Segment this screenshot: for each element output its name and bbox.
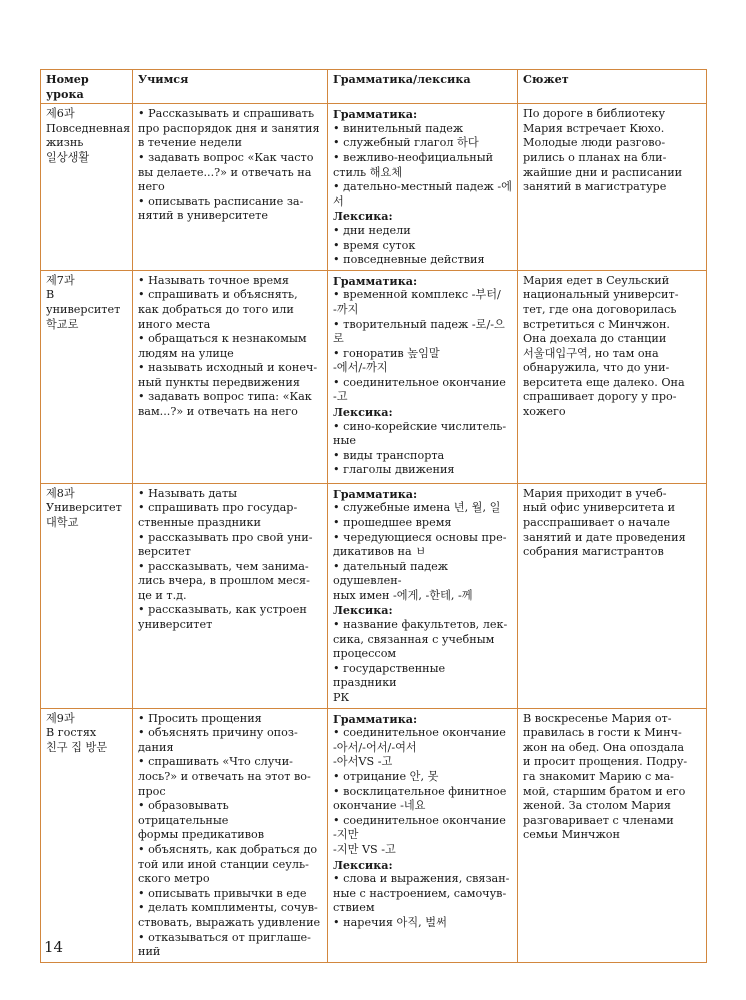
grammar-line: • вежливо-неофициальный: [333, 151, 512, 166]
grammar-line: ствием: [333, 901, 375, 915]
plot-line: Она доехала до станции: [523, 332, 667, 346]
grammar-line: • повседневные действия: [333, 253, 512, 268]
plot-cell: [518, 483, 707, 708]
learn-line: ний: [138, 945, 161, 959]
learn-line: ского метро: [138, 872, 210, 886]
lesson-number: 제7과: [46, 273, 75, 287]
learn-line: • задавать вопрос «Как часто: [138, 151, 322, 166]
syllabus-table: [40, 69, 707, 963]
table-row: [41, 708, 707, 962]
section-heading: Грамматика:: [333, 107, 418, 122]
plot-line: рились о планах на бли-: [523, 150, 667, 164]
grammar-line: сика, связанная с учебным: [333, 632, 495, 646]
plot-line: хожего: [523, 405, 566, 419]
grammar-line: • соединительное окончание: [333, 726, 512, 741]
grammar-line: дикативов на ㅂ: [333, 545, 427, 559]
section-heading: Лексика:: [333, 405, 393, 420]
plot-line: семьи Минчжон: [523, 828, 620, 842]
plot-line: правилась в гости к Минч-: [523, 726, 682, 740]
table-row: [41, 483, 707, 708]
learn-cell: [133, 483, 328, 708]
table-header-row: [41, 70, 707, 104]
plot-line: спрашивает дорогу у про-: [523, 390, 677, 404]
lesson-title-ru: В университет: [46, 288, 121, 316]
learn-line: в течение недели: [138, 136, 242, 150]
lesson-number: 제6과: [46, 107, 75, 121]
lesson-cell: [41, 104, 133, 271]
plot-line: расспрашивает о начале: [523, 515, 671, 529]
lesson-cell: [41, 483, 133, 708]
grammar-line: • винительный падеж: [333, 122, 512, 137]
learn-line: вам...?» и отвечать на него: [138, 405, 298, 419]
section-heading: Лексика:: [333, 603, 393, 618]
learn-line: лись вчера, в прошлом меся-: [138, 574, 310, 588]
table-row: [41, 270, 707, 483]
section-heading: Грамматика:: [333, 273, 418, 288]
learn-line: ственные праздники: [138, 515, 262, 529]
plot-line: жайшие дни и расписании: [523, 165, 683, 179]
grammar-line: • восклицательное финитное: [333, 785, 512, 800]
learn-cell: [133, 104, 328, 271]
table-row: [41, 104, 707, 271]
learn-line: как добраться до того или: [138, 302, 294, 316]
plot-line: обнаружила, что до уни-: [523, 361, 670, 375]
grammar-cell: [328, 708, 518, 962]
section-heading: Грамматика:: [333, 711, 418, 726]
grammar-line: • дательный падеж одушевлен-: [333, 560, 512, 589]
plot-line: мой, старшим братом и его: [523, 784, 686, 798]
lesson-title-ru: Повседневная: [46, 121, 131, 135]
grammar-line: • сино-корейские числитель-: [333, 420, 512, 435]
learn-line: формы предикативов: [138, 828, 265, 842]
plot-line: жон на обед. Она опоздала: [523, 740, 685, 754]
learn-line: • обращаться к незнакомым: [138, 332, 322, 347]
lesson-cell: [41, 708, 133, 962]
learn-line: • Называть даты: [138, 487, 322, 502]
lesson-title-ru: В гостях: [46, 726, 97, 740]
learn-line: • рассказывать, как устроен: [138, 603, 322, 618]
learn-line: • спрашивать про государ-: [138, 501, 322, 516]
grammar-line: • время суток: [333, 239, 512, 254]
grammar-line: 로: [333, 332, 344, 346]
lesson-title-ko: 학교로: [46, 317, 79, 331]
grammar-line: • соединительное окончание: [333, 814, 512, 829]
learn-line: иного места: [138, 317, 211, 331]
section-heading: Лексика:: [333, 209, 393, 224]
learn-line: • описывать расписание за-: [138, 195, 322, 210]
lesson-title-ko: 친구 집 방문: [46, 740, 108, 754]
learn-line: • описывать привычки в еде: [138, 887, 322, 902]
grammar-line: • временной комплекс -부터/: [333, 288, 512, 303]
grammar-line: -에서/-까지: [333, 361, 388, 375]
learn-line: • спрашивать и объяснять,: [138, 288, 322, 303]
grammar-line: ные: [333, 434, 356, 448]
page-number: 14: [44, 938, 64, 956]
learn-line: • рассказывать про свой уни-: [138, 531, 322, 546]
learn-line: • называть исходный и конеч-: [138, 361, 322, 376]
plot-line: 서울대입구역, но там она: [523, 346, 659, 360]
grammar-line: • название факультетов, лек-: [333, 618, 512, 633]
learn-line: ствовать, выражать удивление: [138, 915, 321, 929]
plot-line: и просит прощения. Подру-: [523, 755, 688, 769]
plot-line: национальный университ-: [523, 288, 679, 302]
grammar-line: окончание -네요: [333, 799, 426, 813]
lesson-cell: [41, 270, 133, 483]
lesson-title-ru: жизнь: [46, 136, 84, 150]
learn-line: • объяснять, как добраться до: [138, 843, 322, 858]
grammar-line: стиль 해요체: [333, 165, 403, 179]
grammar-line: • дни недели: [333, 224, 512, 239]
grammar-line: -지만 VS -고: [333, 842, 396, 856]
plot-line: тет, где она договорилась: [523, 302, 677, 316]
grammar-line: • прошедшее время: [333, 516, 512, 531]
grammar-line: • слова и выражения, связан-: [333, 872, 512, 887]
grammar-line: • дательно-местный падеж -에서: [333, 180, 512, 209]
plot-line: По дороге в библиотеку: [523, 107, 666, 121]
lesson-number: 제9과: [46, 711, 75, 725]
learn-line: университет: [138, 618, 213, 632]
learn-line: • образовывать отрицательные: [138, 799, 322, 828]
grammar-line: • служебные имена 년, 월, 일: [333, 501, 512, 516]
learn-line: • Рассказывать и спрашивать: [138, 107, 322, 122]
learn-line: • объяснять причину опоз-: [138, 726, 322, 741]
plot-line: разговаривает с членами: [523, 813, 674, 827]
grammar-cell: [328, 483, 518, 708]
grammar-line: • соединительное окончание: [333, 376, 512, 391]
learn-cell: [133, 708, 328, 962]
grammar-line: • чередующиеся основы пре-: [333, 531, 512, 546]
learn-line: • Называть точное время: [138, 274, 322, 289]
grammar-line: -고: [333, 390, 348, 404]
plot-cell: [518, 104, 707, 271]
grammar-line: • гоноратив 높임말: [333, 347, 512, 362]
learn-line: нятий в университете: [138, 209, 268, 223]
grammar-cell: [328, 270, 518, 483]
plot-line: занятий и дате проведения: [523, 530, 686, 544]
learn-line: дания: [138, 740, 174, 754]
learn-line: • делать комплименты, сочув-: [138, 901, 322, 916]
grammar-line: РК: [333, 691, 350, 705]
grammar-line: • виды транспорта: [333, 449, 512, 464]
learn-line: вы делаете...?» и отвечать на: [138, 165, 312, 179]
header-lesson-number: Номер урока: [41, 70, 133, 104]
plot-line: Молодые люди разгово-: [523, 136, 666, 150]
learn-line: про распорядок дня и занятия: [138, 121, 320, 135]
plot-line: верситета еще далеко. Она: [523, 375, 685, 389]
grammar-line: ные с настроением, самочув-: [333, 886, 507, 900]
lesson-title-ru: Университет: [46, 501, 122, 515]
plot-line: га знакомит Марию с ма-: [523, 770, 674, 783]
learn-line: верситет: [138, 545, 191, 559]
grammar-line: • творительный падеж -로/-으: [333, 318, 512, 333]
learn-line: той или иной станции сеуль-: [138, 857, 309, 871]
grammar-line: ных имен -에게, -한테, -께: [333, 588, 473, 602]
grammar-line: • служебный глагол 하다: [333, 136, 512, 151]
learn-cell: [133, 270, 328, 483]
plot-cell: [518, 708, 707, 962]
learn-line: • задавать вопрос типа: «Как: [138, 390, 322, 405]
grammar-line: • глаголы движения: [333, 463, 512, 478]
grammar-line: • отрицание 안, 못: [333, 770, 512, 785]
plot-line: встретиться с Минчжон.: [523, 317, 670, 331]
learn-line: • спрашивать «Что случи-: [138, 755, 322, 770]
grammar-cell: [328, 104, 518, 271]
learn-line: • рассказывать, чем занима-: [138, 560, 322, 575]
grammar-line: процессом: [333, 647, 397, 661]
learn-line: це и т.д.: [138, 588, 187, 602]
header-learn: Учимся: [133, 70, 328, 104]
grammar-line: -아서/-어서/-여서: [333, 740, 417, 754]
header-grammar-vocab: Грамматика/лексика: [328, 70, 518, 104]
lesson-title-ko: 일상생활: [46, 150, 90, 164]
plot-line: Мария встречает Кюхо.: [523, 121, 665, 135]
plot-line: ный офис университета и: [523, 501, 676, 515]
plot-line: Мария едет в Сеульский: [523, 273, 670, 287]
learn-line: • отказываться от приглаше-: [138, 931, 322, 946]
grammar-line: • государственные праздники: [333, 662, 512, 691]
learn-line: ный пункты передвижения: [138, 375, 300, 389]
grammar-line: -아서VS -고: [333, 755, 393, 769]
plot-line: женой. За столом Мария: [523, 799, 671, 813]
learn-line: лось?» и отвечать на этот во-: [138, 770, 311, 783]
section-heading: Грамматика:: [333, 486, 418, 501]
grammar-line: -지만: [333, 828, 359, 842]
header-plot: Сюжет: [518, 70, 707, 104]
learn-line: • Просить прощения: [138, 712, 322, 727]
plot-line: собрания магистрантов: [523, 545, 664, 559]
lesson-number: 제8과: [46, 486, 75, 500]
lesson-title-ko: 대학교: [46, 515, 79, 529]
learn-line: прос: [138, 784, 166, 798]
plot-line: Мария приходит в учеб-: [523, 486, 667, 500]
plot-line: занятий в магистратуре: [523, 180, 667, 194]
grammar-line: -까지: [333, 302, 359, 316]
section-heading: Лексика:: [333, 857, 393, 872]
learn-line: него: [138, 180, 165, 194]
plot-cell: [518, 270, 707, 483]
learn-line: людям на улице: [138, 346, 234, 360]
grammar-line: • наречия 아직, 벌써: [333, 916, 512, 931]
plot-line: В воскресенье Мария от-: [523, 711, 672, 725]
